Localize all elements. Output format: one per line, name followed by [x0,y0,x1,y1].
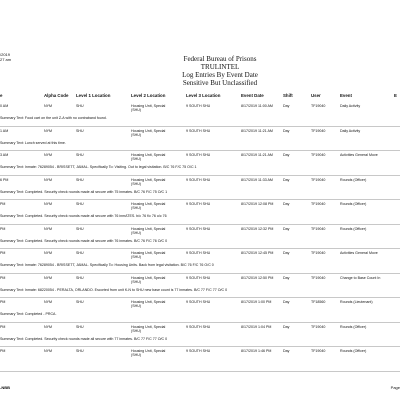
table-row [0,323,400,348]
agency-name: Federal Bureau of Prisons [183,55,257,63]
row-level2-line2: (SHU) [131,353,141,358]
row-level2-line1: Housing Unit, Special [131,128,166,133]
row-shift: Day [283,153,290,157]
row-level2-line1: Housing Unit, Special [131,275,166,280]
col-extra: E [394,93,397,98]
row-user: TF19040 [311,202,326,206]
row-user: TF19040 [311,153,326,157]
table-row [0,347,400,372]
footer-page: Page [390,385,400,390]
row-time: PM [0,202,6,206]
row-level2-line1: Housing Unit, Special [131,153,166,157]
row-alpha-code: NYM [44,177,52,182]
row-user: TF19040 [311,128,326,133]
row-event-date: 8/17/2019 11:33 AM [241,177,273,182]
row-summary-text: Summary Text: Completed. Security check rounds made all secure with 77 inmates. B/C 77 F/C 77 O/C 0 [0,336,168,341]
row-level1: SHU [76,300,84,304]
row-level3: 9 SOUTH SHU [186,349,211,353]
row-time: PM [0,251,6,255]
row-level2-line2: (SHU) [131,255,141,260]
row-level3: 9 SOUTH SHU [186,202,211,206]
row-level2 [131,178,165,187]
row-level3: 9 SOUTH SHU [186,104,211,108]
row-level3: 9 SOUTH SHU [186,275,211,280]
row-event: Activities General Move [340,153,378,157]
row-level2 [131,349,165,358]
row-alpha-code: NYM [44,349,52,353]
row-level2-line1: Housing Unit, Special [131,226,166,231]
table-row [0,200,400,225]
column-header-row [0,93,400,101]
row-event-date: 8/17/2019 12:50 PM [241,275,274,280]
table-row [0,274,400,299]
col-event: Event [340,93,352,98]
row-alpha-code: NYM [44,251,52,255]
row-event: Activities General Move [340,251,378,255]
row-level2 [131,104,165,113]
row-level1: SHU [76,226,84,231]
row-level2 [131,129,165,138]
row-user: TF19040 [311,104,326,108]
report-title: Log Entries By Event Date [182,71,258,79]
row-level2 [131,300,165,309]
row-summary-text: Summary Text: Inmate: 76289054 - BRISSETT, JAMAL. Specifically To: Visiting. Out to legal visitation. B/C 76 F/C 75 O/C 1 [0,165,197,169]
row-event: Rounds (Officer) [340,202,367,206]
row-summary-text: Summary Text: Completed. Security check rounds made all secure with 75 inmates. B/C 76 F/C 75 O/C 1 [0,189,168,194]
row-level2 [131,202,165,211]
row-event: Rounds (Officer) [340,226,367,231]
row-event-date: 8/17/2019 11:21 AM [241,128,273,133]
col-shift: Shift [283,93,293,98]
row-shift: Day [283,104,290,108]
row-time: PM [0,324,6,329]
row-shift: Day [283,324,290,329]
table-row [0,249,400,274]
row-level2-line1: Housing Unit, Special [131,251,166,255]
row-level2-line1: Housing Unit, Special [131,202,166,206]
row-level2-line1: Housing Unit, Special [131,177,166,182]
row-event: Rounds (Officer) [340,324,367,329]
row-level1: SHU [76,153,84,157]
row-user: TF19040 [311,275,326,280]
row-level1: SHU [76,128,84,133]
row-summary-text: Summary Text: Lunch served at this time. [0,140,66,145]
row-user: TF19040 [311,324,326,329]
row-event-date: 8/17/2019 11:21 AM [241,153,273,157]
row-user: TF19040 [311,349,326,353]
row-time: 3 AM [0,153,9,157]
row-level2 [131,325,165,334]
row-level2-line2: (SHU) [131,328,141,333]
row-user: TF19040 [311,226,326,231]
table-row [0,151,400,176]
row-level2-line2: (SHU) [131,108,141,113]
row-event-date: 8/17/2019 12:32 PM [241,226,274,231]
row-event: Daily Activity [340,104,361,108]
log-entries [0,102,400,372]
row-event: Rounds (Officer) [340,349,367,353]
row-event-date: 8/17/2019 1:46 PM [241,349,272,353]
row-level2-line2: (SHU) [131,230,141,235]
row-shift: Day [283,275,290,280]
col-level2: Level 2 Location [131,93,166,98]
row-level2-line1: Housing Unit, Special [131,324,166,329]
col-level3: Level 3 Location [186,93,221,98]
report-title-block [0,55,400,87]
row-summary-text: Summary Text: Food cart on the unit Z-A with no contraband found. [0,116,107,120]
row-time: PM [0,349,6,353]
row-level3: 9 SOUTH SHU [186,226,211,231]
row-level3: 9 SOUTH SHU [186,128,211,133]
system-name: TRULINTEL [200,63,240,71]
row-alpha-code: NYM [44,153,52,157]
table-row [0,176,400,201]
row-level2 [131,153,165,162]
row-level2-line2: (SHU) [131,279,141,284]
row-level3: 9 SOUTH SHU [186,153,211,157]
row-level1: SHU [76,251,84,255]
col-alpha-code: Alpha Code [44,93,69,98]
col-user: User [311,93,321,98]
row-shift: Day [283,128,290,133]
row-time: PM [0,226,6,231]
row-shift: Day [283,226,290,231]
row-summary-text: Summary Text: Inmate: 76289054 - BRISSETT, JAMAL. Specifically To: Housing Units. Back from legal visitation. B/C 76 F/C 76 O/C 0 [0,263,214,267]
col-time: e [0,93,3,98]
classification-label: Sensitive But Unclassified [182,79,258,87]
report-time: 27 am [0,57,12,62]
row-event-date: 8/17/2019 1:04 PM [241,324,272,329]
row-shift: Day [283,300,290,304]
table-row [0,127,400,152]
row-user: TF18560 [311,300,326,304]
row-level3: 9 SOUTH SHU [186,300,211,304]
row-level2-line2: (SHU) [131,181,141,186]
row-alpha-code: NYM [44,104,52,108]
row-summary-text: Summary Text: Completed - PRCA. [0,312,57,316]
row-event-date: 8/17/2019 1:00 PM [241,300,272,304]
row-level2-line1: Housing Unit, Special [131,104,166,108]
row-summary-text: Summary Text: Completed. Security check rounds made all secure with 76 inmates. B/C 76 F/C 76 O/C 0 [0,238,168,243]
row-level2-line2: (SHU) [131,206,141,211]
row-level2-line2: (SHU) [131,132,141,137]
row-event: Rounds (Officer) [340,177,367,182]
row-event: Rounds (Lieutenant) [340,300,373,304]
row-event: Change to Base Count In [340,275,381,280]
row-alpha-code: NYM [44,324,52,329]
row-shift: Day [283,349,290,353]
row-level1: SHU [76,177,84,182]
footer-code: -NBB [0,385,10,390]
row-shift: Day [283,202,290,206]
table-row [0,298,400,323]
row-level3: 9 SOUTH SHU [186,177,211,182]
row-event-date: 8/17/2019 12:08 PM [241,202,274,206]
row-time: PM [0,275,6,280]
row-shift: Day [283,177,290,182]
row-level2 [131,276,165,285]
row-user: TF19040 [311,177,326,182]
row-summary-text: Summary Text: Completed. Security check rounds made all secure with 76 inmATES. b/c 76 f/c 76 o/c 76 [0,214,167,218]
col-event-date: Event Date [241,93,264,98]
row-level2-line1: Housing Unit, Special [131,300,166,304]
row-event: Daily Activity [340,128,361,133]
row-level1: SHU [76,349,84,353]
row-time: PM [0,300,6,304]
row-level2-line2: (SHU) [131,157,141,162]
row-event-date: 8/17/2019 11:00 AM [241,104,273,108]
row-user: TF19040 [311,251,326,255]
row-level3: 9 SOUTH SHU [186,324,211,329]
row-level3: 9 SOUTH SHU [186,251,211,255]
row-level2 [131,251,165,260]
row-alpha-code: NYM [44,275,52,280]
row-level2 [131,227,165,236]
row-time: 6 PM [0,177,9,182]
table-row [0,225,400,250]
row-level2-line1: Housing Unit, Special [131,349,166,353]
row-alpha-code: NYM [44,226,52,231]
row-level1: SHU [76,324,84,329]
row-alpha-code: NYM [44,202,52,206]
row-level1: SHU [76,275,84,280]
row-alpha-code: NYM [44,128,52,133]
row-summary-text: Summary Text: Inmate: 68220054 - PERALTA, ORLANDO. Escorted from unit K-N to SHU new base count is 77 inmates. B/C 77 F/C 77 O/C 0 [0,287,228,292]
row-alpha-code: NYM [44,300,52,304]
row-level2-line2: (SHU) [131,304,141,309]
report-date: /2019 [0,52,11,57]
row-level1: SHU [76,202,84,206]
col-level1: Level 1 Location [76,93,111,98]
row-event-date: 8/17/2019 12:45 PM [241,251,274,255]
row-time: 0 AM [0,104,9,108]
table-row [0,102,400,127]
row-level1: SHU [76,104,84,108]
row-time: 1 AM [0,128,9,133]
row-shift: Day [283,251,290,255]
